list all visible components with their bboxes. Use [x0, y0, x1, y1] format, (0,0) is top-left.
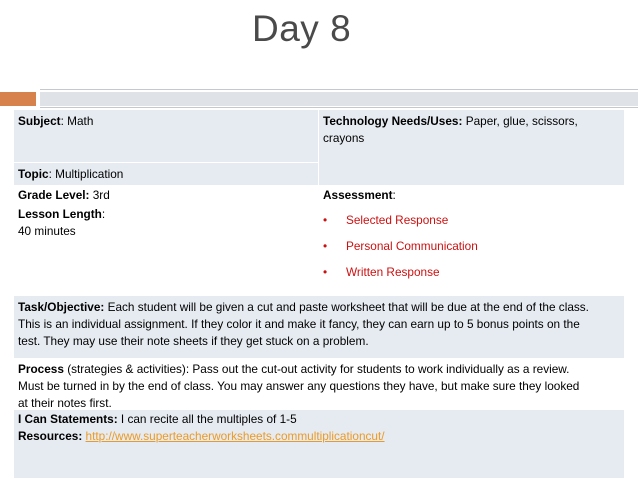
resources-link[interactable]: http://www.superteacherworksheets.commultiplicationcut/ [85, 429, 385, 443]
list-item [319, 212, 619, 238]
grade-label: Grade Level: [18, 188, 90, 202]
task-line-2: This is an individual assignment. If they color it and make it fancy, they can earn up to 5 bonus points on the [18, 317, 580, 331]
topic-value: : Multiplication [48, 167, 124, 181]
header-line-bottom [40, 107, 638, 108]
header-bar [40, 92, 638, 106]
grade-cell [14, 186, 318, 204]
bullet-icon: • [323, 213, 328, 227]
assessment-item-1: Selected Response [346, 213, 449, 227]
task-line-3: test. They may use their note sheets if they get stuck on a problem. [18, 334, 369, 348]
assessment-item-2: Personal Communication [346, 239, 478, 253]
ican-resources-cell [14, 410, 624, 478]
accent-bar [0, 92, 36, 106]
process-line-2: Must be turned in by the end of class. You may answer any questions they have, but make sure they looked [18, 379, 580, 393]
assessment-item-3: Written Response [346, 265, 440, 279]
task-label: Task/Objective: [18, 300, 105, 314]
lesson-length-label: Lesson Length [18, 207, 102, 221]
assessment-cell [319, 186, 624, 295]
task-line-1: Each student will be given a cut and paste worksheet that will be due at the end of the class. [104, 300, 589, 314]
ican-value: I can recite all the multiples of 1-5 [117, 412, 297, 426]
technology-value-cont: crayons [323, 131, 365, 145]
subject-label: Subject [18, 114, 61, 128]
bullet-icon: • [323, 265, 328, 279]
topic-label: Topic [18, 167, 49, 181]
resources-label: Resources: [18, 429, 83, 443]
header-line-top [40, 89, 638, 90]
subject-value: : Math [60, 114, 94, 128]
technology-cell [319, 110, 624, 185]
ican-label: I Can Statements: [18, 412, 118, 426]
lesson-length-value: 40 minutes [18, 224, 76, 238]
process-line-1: (strategies & activities): Pass out the cut-out activity for students to work individually as a review. [63, 362, 570, 376]
assessment-list [319, 212, 619, 290]
technology-value: Paper, glue, scissors, [462, 114, 578, 128]
lesson-length-cell [14, 205, 318, 295]
list-item [319, 238, 619, 264]
process-label: Process [18, 362, 64, 376]
assessment-colon: : [392, 188, 396, 202]
process-line-3: at their notes first. [18, 396, 112, 410]
task-cell [14, 296, 624, 358]
technology-label: Technology Needs/Uses: [323, 114, 463, 128]
bullet-icon: • [323, 239, 328, 253]
page-title: Day 8 [252, 8, 352, 49]
grade-value: 3rd [89, 188, 110, 202]
topic-cell [14, 163, 318, 185]
lesson-length-colon: : [101, 207, 106, 221]
subject-cell [14, 110, 318, 162]
list-item [319, 264, 619, 290]
process-cell [14, 359, 624, 415]
assessment-label: Assessment [323, 188, 393, 202]
